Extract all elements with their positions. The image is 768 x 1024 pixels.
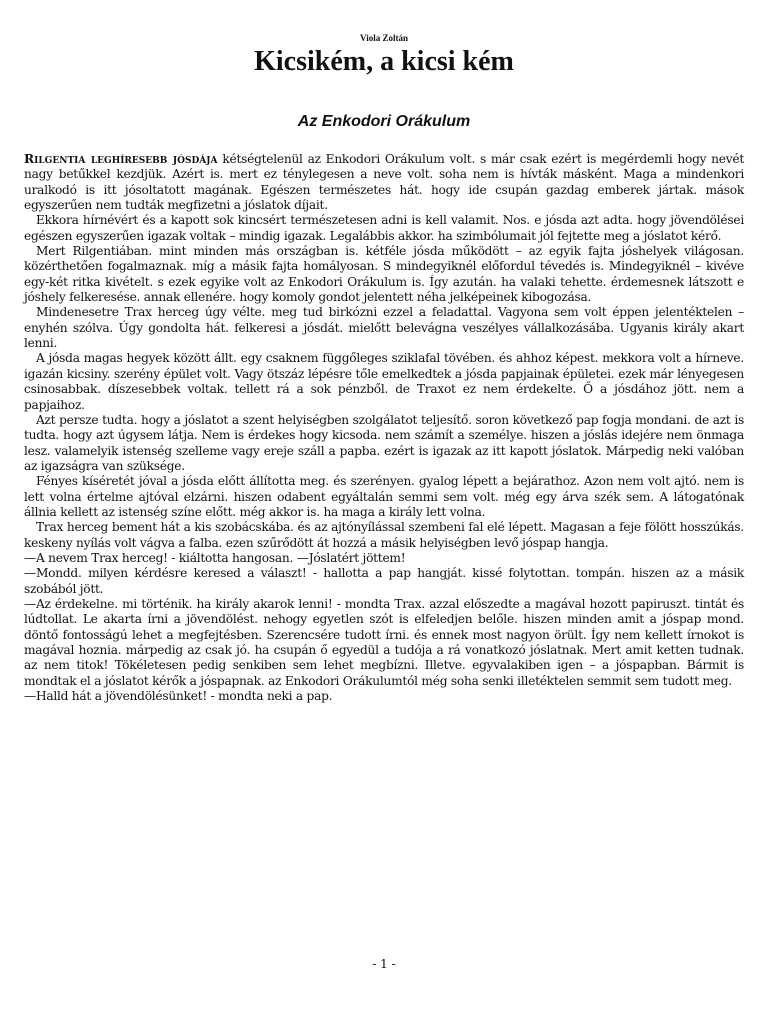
paragraph-8: Trax herceg bement hát a kis szobácskába. és az ajtónyílással szembeni fal elé lépett. Magasan a feje fölött hosszúkás. keskeny nyílás volt vágva a falba. ezen szűrődött át hozzá a másik helyiségben levő jóspap hangja.	[24, 520, 744, 550]
book-title: Kicsikém, a kicsi kém	[254, 46, 514, 77]
paragraph-7: Fényes kíséretét jóval a jósda előtt állította meg. és szerényen. gyalog lépett a bejárathoz. Azon nem volt ajtó. nem is lett volna értelme ajtóval elzárni. hiszen odabent egyáltalán semmi sem volt. még egy árva szék sem. A látogatónak állnia kellett az istenség színe előtt. még akkor is. ha maga a király lett volna.	[24, 474, 744, 519]
dialogue-line-1: —A nevem Trax herceg! - kiáltotta hangosan. —Jóslatért jöttem!	[24, 550, 406, 565]
dialogue-line-3: —Az érdekelne. mi történik. ha király akarok lenni! - mondta Trax. azzal előszedte a magával hozott papiruszt. tintát és lúdtollat. Le akarta írni a jövendölést. nehogy egyetlen szót is elfeledjen belőle. hiszen minden amit a jóspap mond. döntő fontosságú lehet a megfejtésben. Szerencsére tudott írni. és ennek most nagyon örült. Így nem kellett írnokot is magával hoznia. márpedig az csak jó. ha csupán ő egyedül a tudója a rá vonatkozó jóslatnak. Mert amit ketten tudnak. az nem titok! Tökéletesen pedig senkiben sem lehet megbízni. Illetve. egyvalakiben igen – a jóspapban. Bármit is mondtak el a jóslatot kérők a jóspapnak. az Enkodori Orákulumtól még soha senki illetéktelen semmit sem tudott meg.	[24, 596, 744, 688]
author-name: Viola Zoltán	[360, 33, 408, 43]
paragraph-2: Ekkora hírnévért és a kapott sok kincsért természetesen adni is kell valamit. Nos. e jósda azt adta. hogy jövendölései egészen egyszerűen igazak voltak – mindig igazak. Legalábbis akkor. ha szimbólumait jól fejtette meg a jóslatot kérő.	[24, 213, 744, 243]
paragraph-4: Mindenesetre Trax herceg úgy vélte. meg tud birkózni ezzel a feladattal. Vagyona sem volt éppen jelentéktelen – enyhén szólva. Úgy gondolta hát. felkeresi a jósdát. mielőtt belevágna veszélyes vállalkozásába. Ugyanis király akart lenni.	[24, 305, 744, 351]
paragraph-1-text: kétségtelenül az Enkodori Orákulum volt. s már csak ezért is megérdemli hogy nevét nagy betűkkel kezdjük. Azért is. mert ez ténylegesen a neve volt. soha nem is hívták másként. Maga a mindenkori uralkodó is itt jósoltatott magának. Egészen természetes hát. hogy ide csupán gazdag emberek jártak. mások egyszerűen nem tudták megfizetni a jóslatok díjait.	[24, 152, 744, 213]
page-number: - 1 -	[372, 957, 396, 971]
body-text	[24, 152, 744, 704]
paragraph-1	[24, 152, 744, 213]
paragraph-5: A jósda magas hegyek között állt. egy csaknem függőleges sziklafal tövében. és ahhoz képest. mekkora volt a hírneve. igazán kicsiny. szerény épület volt. Vagy ötszáz lépésre tőle emelkedtek a jósda papjainak épületei. ezek már lényegesen csinosabbak. díszesebbek voltak. tellett rá a sok pénzből. de Traxot ez nem érdekelte. Ő a jósdához jött. nem a papjaihoz.	[24, 351, 744, 412]
paragraph-6: Azt persze tudta. hogy a jóslatot a szent helyiségben szolgálatot teljesítő. soron következő pap fogja mondani. de azt is tudta. hogy azt úgysem látja. Nem is érdekes hogy kicsoda. nem számít a személye. hiszen a jóslás idejére nem önmaga lesz. valamelyik istenség szelleme vagy ereje száll a papba. ezért is igazak az itt kapott jóslatok. Márpedig neki valóban az igazságra van szüksége.	[24, 412, 744, 473]
paragraph-lead-in: Rilgentia leghíresebb jósdája	[24, 152, 218, 166]
dialogue-line-4: —Halld hát a jövendölésünket! - mondta neki a pap.	[24, 689, 333, 704]
dialogue-line-2: —Mondd. milyen kérdésre keresed a választ! - hallotta a pap hangját. kissé folytottan. tompán. hiszen az a másik szobából jött.	[24, 566, 744, 596]
paragraph-3: Mert Rilgentiában. mint minden más országban is. kétféle jósda működött – az egyik fajta jóshelyek világosan. közérthetően fogalmaznak. míg a másik fajta homályosan. S mindegyiknél előfordul tévedés is. Mindegyiknél – kivéve egy-két ritka kivételt. s ezek egyike volt az Enkodori Orákulum is. Így azután. ha valaki tehette. érdemesnek látszott e jóshely felkeresése. annak ellenére. hogy komoly gondot jelentett néha jelképeinek kibogozása.	[24, 244, 744, 305]
chapter-title: Az Enkodori Orákulum	[297, 113, 471, 130]
